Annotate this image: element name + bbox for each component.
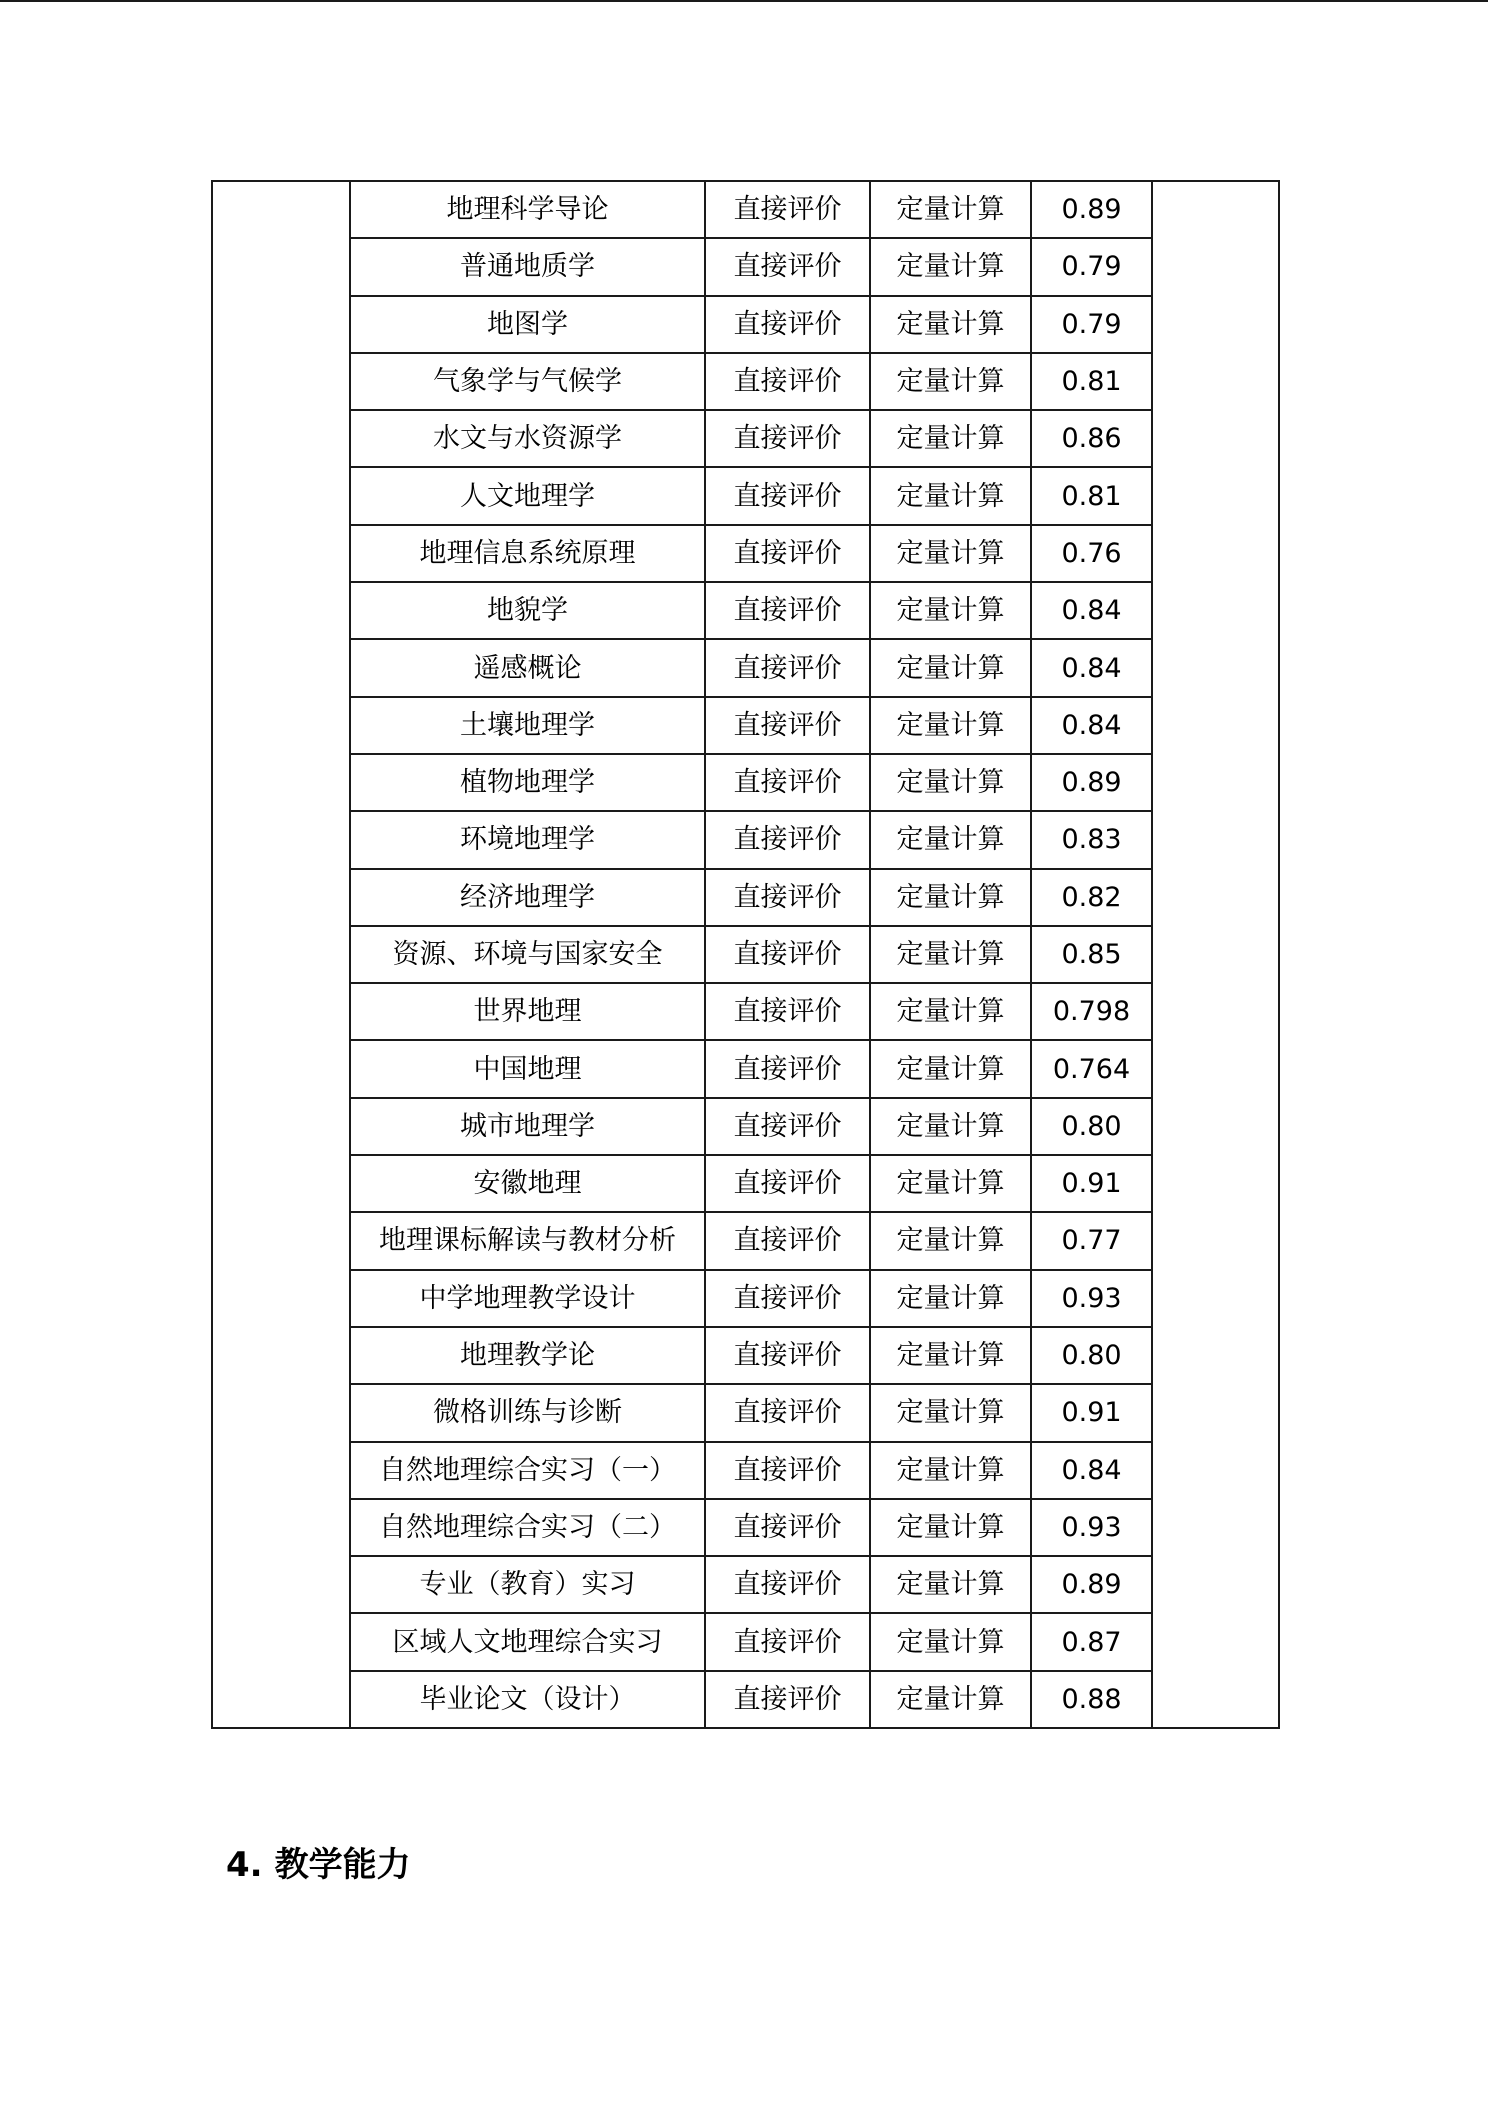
table-row (212, 1270, 1279, 1327)
calculation-type-cell: 定量计算 (870, 467, 1031, 524)
table-row (212, 754, 1279, 811)
evaluation-method-cell: 直接评价 (705, 525, 870, 582)
course-name-cell: 植物地理学 (350, 754, 705, 811)
evaluation-method-cell: 直接评价 (705, 238, 870, 295)
course-name-cell: 城市地理学 (350, 1098, 705, 1155)
achievement-value-cell: 0.81 (1031, 467, 1152, 524)
evaluation-method-cell: 直接评价 (705, 1155, 870, 1212)
achievement-value-cell: 0.85 (1031, 926, 1152, 983)
table-row (212, 410, 1279, 467)
course-name-cell: 地貌学 (350, 582, 705, 639)
evaluation-method-cell: 直接评价 (705, 811, 870, 868)
table-row (212, 1327, 1279, 1384)
evaluation-method-cell: 直接评价 (705, 697, 870, 754)
achievement-value-cell: 0.82 (1031, 869, 1152, 926)
achievement-value-cell: 0.79 (1031, 238, 1152, 295)
achievement-value-cell: 0.91 (1031, 1155, 1152, 1212)
evaluation-method-cell: 直接评价 (705, 754, 870, 811)
calculation-type-cell: 定量计算 (870, 754, 1031, 811)
section-heading (226, 1843, 411, 1887)
calculation-type-cell: 定量计算 (870, 1040, 1031, 1097)
achievement-value-cell: 0.91 (1031, 1384, 1152, 1441)
calculation-type-cell: 定量计算 (870, 811, 1031, 868)
achievement-value-cell: 0.87 (1031, 1613, 1152, 1670)
course-evaluation-table (211, 180, 1280, 1729)
table-row (212, 525, 1279, 582)
course-name-cell: 经济地理学 (350, 869, 705, 926)
calculation-type-cell: 定量计算 (870, 582, 1031, 639)
calculation-type-cell: 定量计算 (870, 1556, 1031, 1613)
table-row (212, 353, 1279, 410)
calculation-type-cell: 定量计算 (870, 1499, 1031, 1556)
course-name-cell: 专业（教育）实习 (350, 1556, 705, 1613)
evaluation-method-cell: 直接评价 (705, 181, 870, 238)
evaluation-method-cell: 直接评价 (705, 1098, 870, 1155)
course-name-cell: 水文与水资源学 (350, 410, 705, 467)
calculation-type-cell: 定量计算 (870, 926, 1031, 983)
calculation-type-cell: 定量计算 (870, 869, 1031, 926)
calculation-type-cell: 定量计算 (870, 1442, 1031, 1499)
achievement-value-cell: 0.80 (1031, 1098, 1152, 1155)
calculation-type-cell: 定量计算 (870, 181, 1031, 238)
evaluation-method-cell: 直接评价 (705, 1556, 870, 1613)
table-row (212, 1442, 1279, 1499)
achievement-value-cell: 0.76 (1031, 525, 1152, 582)
course-name-cell: 自然地理综合实习（二） (350, 1499, 705, 1556)
course-name-cell: 普通地质学 (350, 238, 705, 295)
table-row (212, 1671, 1279, 1728)
course-name-cell: 毕业论文（设计） (350, 1671, 705, 1728)
page-top-border (0, 0, 1488, 2)
calculation-type-cell: 定量计算 (870, 296, 1031, 353)
table-row (212, 181, 1279, 238)
achievement-value-cell: 0.93 (1031, 1270, 1152, 1327)
table-row (212, 869, 1279, 926)
course-name-cell: 地图学 (350, 296, 705, 353)
table-row (212, 296, 1279, 353)
course-name-cell: 土壤地理学 (350, 697, 705, 754)
table-row (212, 1499, 1279, 1556)
evaluation-method-cell: 直接评价 (705, 410, 870, 467)
calculation-type-cell: 定量计算 (870, 1155, 1031, 1212)
table-row (212, 926, 1279, 983)
course-name-cell: 区域人文地理综合实习 (350, 1613, 705, 1670)
calculation-type-cell: 定量计算 (870, 410, 1031, 467)
course-name-cell: 地理教学论 (350, 1327, 705, 1384)
achievement-value-cell: 0.88 (1031, 1671, 1152, 1728)
achievement-value-cell: 0.86 (1031, 410, 1152, 467)
achievement-value-cell: 0.83 (1031, 811, 1152, 868)
calculation-type-cell: 定量计算 (870, 697, 1031, 754)
course-name-cell: 环境地理学 (350, 811, 705, 868)
evaluation-method-cell: 直接评价 (705, 1442, 870, 1499)
table-row (212, 697, 1279, 754)
achievement-value-cell: 0.798 (1031, 983, 1152, 1040)
merged-category-cell (212, 181, 350, 1728)
calculation-type-cell: 定量计算 (870, 1384, 1031, 1441)
evaluation-method-cell: 直接评价 (705, 1040, 870, 1097)
evaluation-method-cell: 直接评价 (705, 1270, 870, 1327)
table-row (212, 1384, 1279, 1441)
course-name-cell: 中学地理教学设计 (350, 1270, 705, 1327)
table-row (212, 639, 1279, 696)
calculation-type-cell: 定量计算 (870, 525, 1031, 582)
achievement-value-cell: 0.764 (1031, 1040, 1152, 1097)
table-row (212, 1212, 1279, 1269)
course-name-cell: 遥感概论 (350, 639, 705, 696)
table-row (212, 582, 1279, 639)
achievement-value-cell: 0.81 (1031, 353, 1152, 410)
evaluation-method-cell: 直接评价 (705, 353, 870, 410)
evaluation-method-cell: 直接评价 (705, 1327, 870, 1384)
evaluation-method-cell: 直接评价 (705, 1671, 870, 1728)
achievement-value-cell: 0.84 (1031, 1442, 1152, 1499)
course-name-cell: 资源、环境与国家安全 (350, 926, 705, 983)
evaluation-method-cell: 直接评价 (705, 926, 870, 983)
achievement-value-cell: 0.89 (1031, 181, 1152, 238)
course-name-cell: 世界地理 (350, 983, 705, 1040)
achievement-value-cell: 0.84 (1031, 697, 1152, 754)
merged-remarks-cell (1152, 181, 1279, 1728)
achievement-value-cell: 0.89 (1031, 754, 1152, 811)
calculation-type-cell: 定量计算 (870, 1327, 1031, 1384)
table-row (212, 1155, 1279, 1212)
calculation-type-cell: 定量计算 (870, 1671, 1031, 1728)
achievement-value-cell: 0.84 (1031, 639, 1152, 696)
evaluation-method-cell: 直接评价 (705, 582, 870, 639)
course-name-cell: 安徽地理 (350, 1155, 705, 1212)
evaluation-method-cell: 直接评价 (705, 639, 870, 696)
calculation-type-cell: 定量计算 (870, 1270, 1031, 1327)
achievement-value-cell: 0.79 (1031, 296, 1152, 353)
evaluation-method-cell: 直接评价 (705, 1384, 870, 1441)
course-name-cell: 地理课标解读与教材分析 (350, 1212, 705, 1269)
evaluation-method-cell: 直接评价 (705, 869, 870, 926)
achievement-value-cell: 0.89 (1031, 1556, 1152, 1613)
course-name-cell: 气象学与气候学 (350, 353, 705, 410)
table-row (212, 1098, 1279, 1155)
section-title: 教学能力 (274, 1845, 411, 1885)
table-row (212, 1040, 1279, 1097)
evaluation-method-cell: 直接评价 (705, 1499, 870, 1556)
evaluation-method-cell: 直接评价 (705, 1212, 870, 1269)
calculation-type-cell: 定量计算 (870, 238, 1031, 295)
table-row (212, 467, 1279, 524)
achievement-value-cell: 0.84 (1031, 582, 1152, 639)
achievement-value-cell: 0.77 (1031, 1212, 1152, 1269)
achievement-value-cell: 0.93 (1031, 1499, 1152, 1556)
achievement-value-cell: 0.80 (1031, 1327, 1152, 1384)
evaluation-method-cell: 直接评价 (705, 296, 870, 353)
evaluation-method-cell: 直接评价 (705, 1613, 870, 1670)
table-row (212, 811, 1279, 868)
calculation-type-cell: 定量计算 (870, 639, 1031, 696)
course-name-cell: 地理科学导论 (350, 181, 705, 238)
course-name-cell: 自然地理综合实习（一） (350, 1442, 705, 1499)
course-name-cell: 微格训练与诊断 (350, 1384, 705, 1441)
table-row (212, 1613, 1279, 1670)
table-body (212, 181, 1279, 1728)
course-name-cell: 人文地理学 (350, 467, 705, 524)
calculation-type-cell: 定量计算 (870, 983, 1031, 1040)
section-number: 4. (226, 1845, 263, 1885)
table-row (212, 238, 1279, 295)
evaluation-method-cell: 直接评价 (705, 983, 870, 1040)
table-row (212, 983, 1279, 1040)
calculation-type-cell: 定量计算 (870, 1212, 1031, 1269)
course-name-cell: 地理信息系统原理 (350, 525, 705, 582)
course-name-cell: 中国地理 (350, 1040, 705, 1097)
calculation-type-cell: 定量计算 (870, 1613, 1031, 1670)
table-row (212, 1556, 1279, 1613)
calculation-type-cell: 定量计算 (870, 1098, 1031, 1155)
calculation-type-cell: 定量计算 (870, 353, 1031, 410)
evaluation-method-cell: 直接评价 (705, 467, 870, 524)
